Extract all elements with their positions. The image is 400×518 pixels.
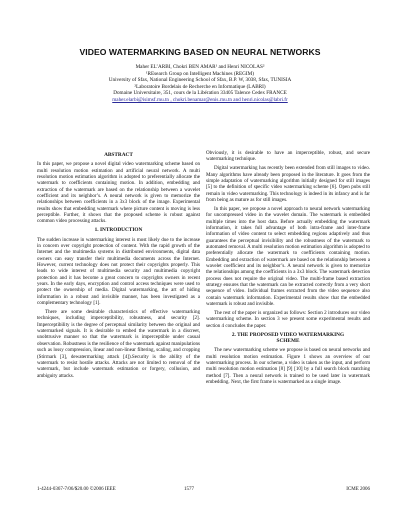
right-paragraph-1: Obviously, it is desirable to have an imperceptible, robust, and secure watermarking technique. xyxy=(206,150,370,163)
author-emails[interactable]: maher.elarbi@isimsf.rnu.tn , chokri.benamar@enis.rnu.tn and henri.nicolas@labri.fr xyxy=(112,96,288,103)
abstract-heading: ABSTRACT xyxy=(104,152,133,158)
intro-paragraph-2: There are some desirable characteristics of effective watermarking techniques, including imperceptibility, robustness, and security [2]. Imperceptibility is the degree of perceptual similarity between the original and watermarked signals. It is desirable to embed the watermark in a discreet, unobtrusive manner so that the watermark is imperceptible under casual observation. Robustness is the resilience of the watermark against manipulations such as lossy compression, linear and non-linear filtering, scaling, and cropping (Stirmark [3], dewatermarking attack [4]).Security is the ability of the watermark to resist hostile attacks. Attacks are not limited to removal of the watermark, but include watermark estimation or forgery, collusion, and ambiguity attacks. xyxy=(37,309,200,379)
affiliation-1: ¹REsearch Group on Intelligent Machines (REGIM) xyxy=(145,70,254,77)
affiliation-2: ²Laboratoire Bordelais de Recherche en Informatique (LABRI) xyxy=(134,83,266,90)
abstract-text: In this paper, we propose a novel digital video watermarking scheme based on multi resolution motion estimation and artificial neural network. A multi resolution motion estimation algorithm is adopted to preferentially allocate the watermark to coefficients containing motion. In addition, embedding and extraction of the watermark are based on the relationship between a wavelet coefficient and its neighbor’s. A neural network is given to memorize the relationships between coefficients in a 3x3 block of the image. Experimental results show that embedding watermark where picture content is moving is less perceptible. Further, it shows that the proposed scheme is robust against common video processing attacks. xyxy=(37,161,200,225)
right-paragraph-2: Digital watermarking has recently been extended from still images to video. Many algorithms have already been proposed in the literature. It goes from the simple adaptation of watermarking algorithm initially designed for still images [5] to the definition of specific video watermarking scheme [6]. Open pubs still remain in video watermarking. This technology is indeed in its infancy and is far from being as mature as for still images. xyxy=(206,165,370,203)
footer-page-number: 1577 xyxy=(184,487,194,492)
paper-title: VIDEO WATERMARKING BASED ON NEURAL NETWORKS xyxy=(79,47,321,57)
section-2-heading-line-1: 2. THE PROPOSED VIDEO WATERMARKING xyxy=(231,331,345,338)
intro-paragraph-1: The sudden increase in watermarking interest is most likely due to the increase in concern over copyright protection of content. With the rapid growth of the Internet and the multimedia systems in distributed environments, digital data owners can easy transfer their multimedia documents across the Internet. However, current technology does not protect their copyrights properly. This leads to wide interest of multimedia security and multimedia copyright protection and it has become a great concern to copyrights owners in recent years. In the early days, encryption and control access techniques were used to protect the ownership of media. Digital watermarking, the art of hiding information in a robust and invisible manner, has been investigated as a complementary technology [1]. xyxy=(37,236,200,307)
author-names: Maher EL’ARBI, Chokri BEN AMAR¹ and Henri NICOLAS² xyxy=(135,64,265,70)
right-paragraph-3: In this paper, we propose a novel approach to neural network watermarking for uncompressed video in the wavelet domain. The watermark is embedded multiple times into the host data. Before actually embedding the watermark information, it takes full advantage of both intra-frame and inter-frame information of video content to select embedding regions adaptively and thus guarantees the perceptual invisibility and the robustness of the watermark to automated removal. A multi resolution motion estimation algorithm is adopted to preferentially allocate the watermark to coefficients containing motion. Embedding and extraction of watermark are based on the relationship between a wavelet coefficient and its neighbor’s. A neural network is given to memorize the relationships among the coefficients in a 3x3 block. The watermark detection process does not require the original video. The multi-frame based extraction strategy ensures that the watermark can be extracted correctly from a very short sequence of video. Individual frames extracted from the video sequence also contain watermark information. Experimental results show that the embedded watermark is robust and invisible. xyxy=(206,205,370,308)
introduction-heading: 1. INTRODUCTION xyxy=(94,227,143,234)
right-paragraph-4: The rest of the paper is organized as follows: Section 2 introduces our video watermarking scheme. In section 3 we present some experimental results and section 4 concludes the paper. xyxy=(206,310,370,329)
section-2-heading-line-2: SCHEME xyxy=(276,338,300,344)
footer-conference: ICME 2006 xyxy=(346,487,370,492)
section-2-heading xyxy=(206,332,370,345)
affiliation-2-address: Domaine Universitaire, 351, cours de la Libération 33405 Talence Cedex FRANCE xyxy=(113,90,287,97)
left-column xyxy=(37,150,200,381)
affiliation-1-address: University of Sfax, National Engineering School of Sfax, B.P. W, 3038, Sfax, TUNISIA xyxy=(108,77,292,84)
section-2-paragraph-1: The new watermarking scheme we propose is based on neural networks and multi resolution motion estimation. Figure 1 shows an overview of our watermarking process. In our scheme, a video is taken as the input, and perform multi resolution motion estimation [8] [9] [10] by a full search block matching method [7]. Then a neural network is trained to be used later in watermark embedding. Next, the first frame is watermarked as a single image. xyxy=(206,347,370,386)
author-block xyxy=(40,64,360,104)
footer-isbn: 1-4244-0367-7/06/$20.00 ©2006 IEEE xyxy=(37,487,116,492)
right-column xyxy=(206,150,370,388)
